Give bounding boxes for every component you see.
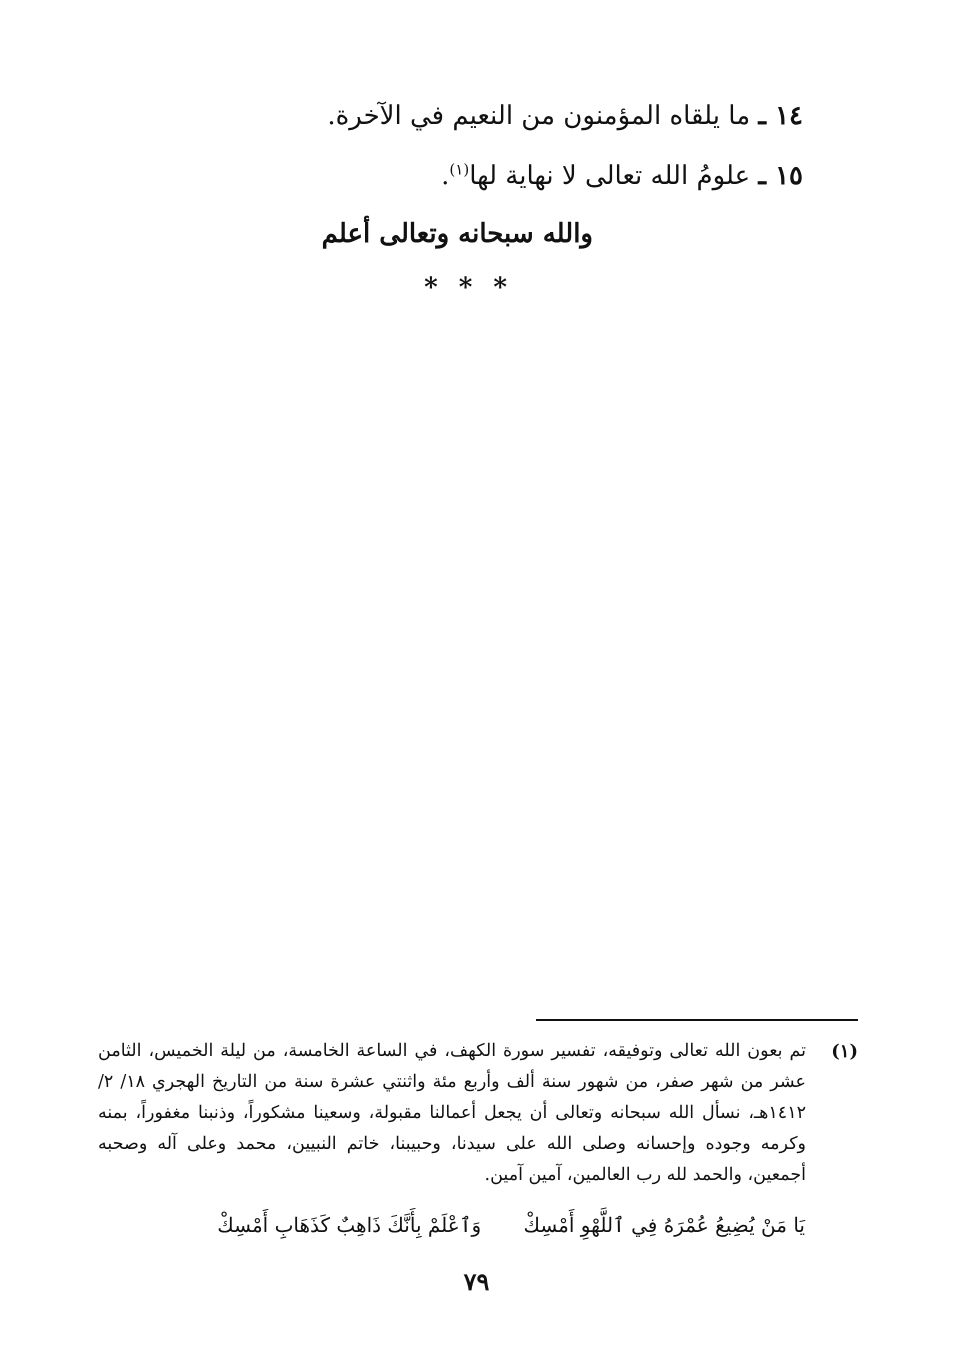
footnote (98, 1036, 858, 1191)
item-number: ١٥ ـ (758, 161, 803, 191)
item-text: علومُ الله تعالى لا نهاية لها (469, 161, 751, 191)
footnote-text: تم بعون الله تعالى وتوفيقه، تفسير سورة الكهف، في الساعة الخامسة، من ليلة الخميس، الثامن عشر من شهر صفر، من شهور سنة ألف وأربع مئة واثنتي عشرة سنة من التاريخ الهجري ١٨/ ٢/ ١٤١٢هـ، نسأل الله سبحانه وتعالى أن يجعل أعمالنا مقبولة، وسعينا مشكوراً، وذنبنا مغفوراً، بمنه وكرمه وجوده وإحسانه وصلى الله على سيدنا، وحبيبنا، خاتم النبيين، محمد وعلى آله وصحبه أجمعين، والحمد لله رب العالمين، آمين آمين. (98, 1041, 806, 1185)
list-item-14 (327, 96, 803, 136)
item-text: ما يلقاه المؤمنون من النعيم في الآخرة. (327, 101, 751, 131)
footnote-reference[interactable]: (١) (449, 160, 470, 179)
item-end-punctuation: . (441, 161, 450, 191)
verse-second-hemistich: وَٱعْلَمْ بِأَنَّكَ ذَاهِبٌ كَذَهَابِ أَمْسِكْ (217, 1213, 482, 1237)
list-item-15 (333, 156, 803, 196)
verse-first-hemistich: يَا مَنْ يُضِيعُ عُمْرَهُ فِي ٱللَّهْوِ أَمْسِكْ (523, 1213, 805, 1237)
closing-phrase: والله سبحانه وتعالى أعلم (321, 219, 593, 249)
page-number: ٧٩ (463, 1267, 490, 1296)
footnote-verse (85, 1208, 805, 1242)
item-number: ١٤ ـ (758, 101, 803, 131)
footnote-divider (536, 1019, 858, 1021)
footnote-marker: (١) (831, 1041, 858, 1062)
section-separator: * * * (424, 273, 513, 303)
